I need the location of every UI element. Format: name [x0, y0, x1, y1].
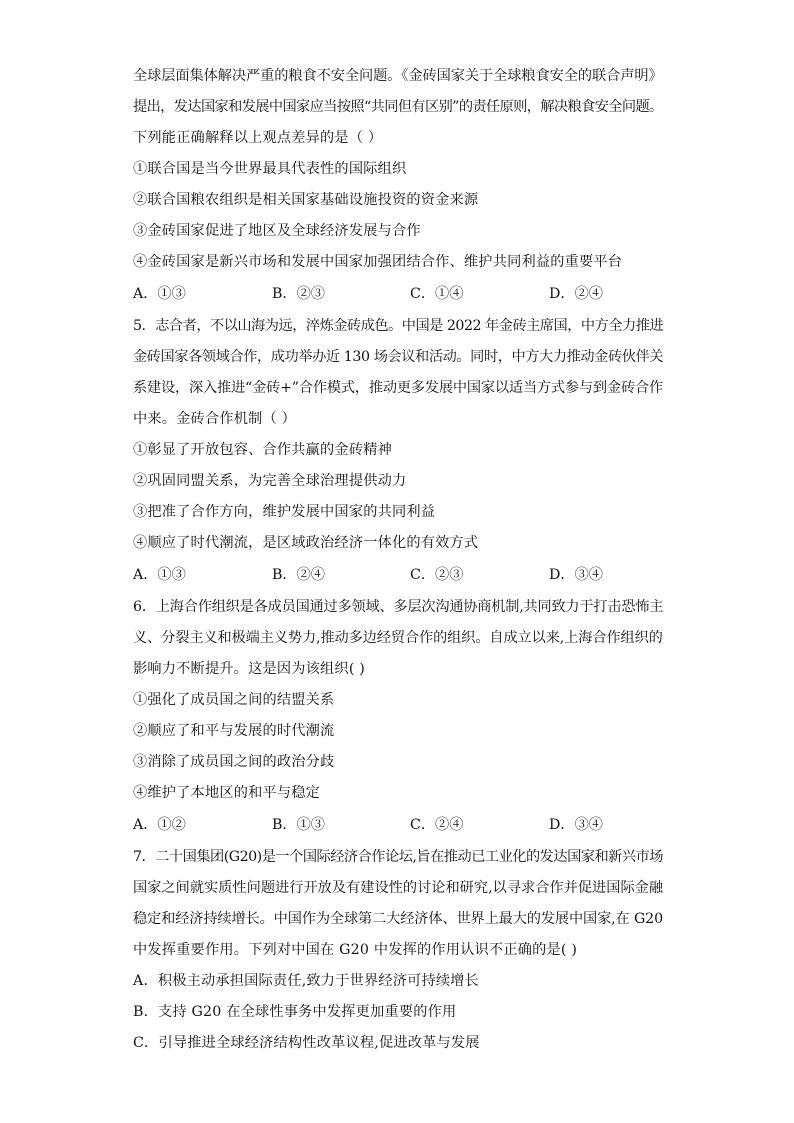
q5-option-c: C．②③	[410, 567, 464, 583]
q5-item-1: ①彰显了开放包容、合作共赢的金砖精神	[133, 442, 392, 458]
q7-choice-c: C．引导推进全球经济结构性改革议程,促进改革与发展	[133, 1035, 480, 1051]
q5-options	[133, 565, 693, 585]
q7-stem-line-1: 7．二十国集团(G20)是一个国际经济合作论坛,旨在推动已工业化的发达国家和新兴市场	[133, 849, 663, 865]
q4-options	[133, 284, 693, 304]
q6-item-3: ③消除了成员国之间的政治分歧	[133, 754, 335, 770]
q4-item-2: ②联合国粮农组织是相关国家基础设施投资的资金来源	[133, 192, 479, 208]
q6-stem-line-2: 义、分裂主义和极端主义势力,推动多边经贸合作的组织。自成立以来,上海合作组织的	[133, 630, 663, 646]
q6-option-b: B．①③	[272, 817, 325, 833]
q7-choice-b: B．支持 G20 在全球性事务中发挥更加重要的作用	[133, 1004, 457, 1020]
q5-option-a: A．①③	[133, 567, 186, 583]
q7-choice-a: A．积极主动承担国际责任,致力于世界经济可持续增长	[133, 973, 480, 989]
q6-stem-line-3: 影响力不断提升。这是因为该组织( )	[133, 661, 365, 677]
q4-stem-line-3: 下列能正确解释以上观点差异的是（ ）	[133, 130, 383, 146]
q5-item-2: ②巩固同盟关系，为完善全球治理提供动力	[133, 473, 407, 489]
q6-item-2: ②顺应了和平与发展的时代潮流	[133, 723, 335, 739]
q5-stem-line-2: 金砖国家各领域合作，成功举办近 130 场会议和活动。同时，中方大力推动金砖伙伴关	[133, 349, 664, 365]
q4-item-3: ③金砖国家促进了地区及全球经济发展与合作	[133, 223, 421, 239]
q4-stem-line-2: 提出，发达国家和发展中国家应当按照“共同但有区别”的责任原则，解决粮食安全问题。	[133, 99, 663, 115]
q5-option-d: D．③④	[549, 567, 603, 583]
q4-option-a: A．①③	[133, 286, 186, 302]
q6-stem-line-1: 6．上海合作组织是各成员国通过多领域、多层次沟通协商机制,共同致力于打击恐怖主	[133, 599, 664, 615]
q5-stem-line-1: 5．志合者，不以山海为远，淬炼金砖成色。中国是 2022 年金砖主席国，中方全力推进	[133, 318, 664, 334]
q6-option-d: D．③④	[549, 817, 603, 833]
q4-item-1: ①联合国是当今世界最具代表性的国际组织	[133, 161, 407, 177]
q5-stem-line-3: 系建设，深入推进“金砖+”合作模式，推动更多发展中国家以适当方式参与到金砖合作	[133, 380, 663, 396]
q7-stem-line-3: 稳定和经济持续增长。中国作为全球第二大经济体、世界上最大的发展中国家,在 G20	[133, 911, 663, 927]
q6-option-c: C．②④	[410, 817, 464, 833]
q6-options	[133, 815, 693, 835]
q4-option-d: D．②④	[549, 286, 603, 302]
q5-item-3: ③把准了合作方向，维护发展中国家的共同利益	[133, 504, 436, 520]
q4-stem-line-1: 全球层面集体解决严重的粮食不安全问题。《金砖国家关于全球粮食安全的联合声明》	[133, 68, 663, 84]
q4-option-c: C．①④	[410, 286, 464, 302]
q4-option-b: B．②③	[272, 286, 325, 302]
q4-item-4: ④金砖国家是新兴市场和发展中国家加强团结合作、维护共同利益的重要平台	[133, 254, 623, 270]
q5-item-4: ④顺应了时代潮流，是区域政治经济一体化的有效方式	[133, 535, 479, 551]
q7-stem-line-2: 国家之间就实质性问题进行开放及有建设性的讨论和研究,以寻求合作并促进国际金融	[133, 880, 664, 896]
q7-stem-line-4: 中发挥重要作用。下列对中国在 G20 中发挥的作用认识不正确的是( )	[133, 942, 578, 958]
q6-option-a: A．①②	[133, 817, 186, 833]
q5-stem-line-4: 中来。金砖合作机制（ ）	[133, 411, 296, 427]
q6-item-1: ①强化了成员国之间的结盟关系	[133, 692, 335, 708]
q6-item-4: ④维护了本地区的和平与稳定	[133, 785, 321, 801]
q5-option-b: B．②④	[272, 567, 325, 583]
